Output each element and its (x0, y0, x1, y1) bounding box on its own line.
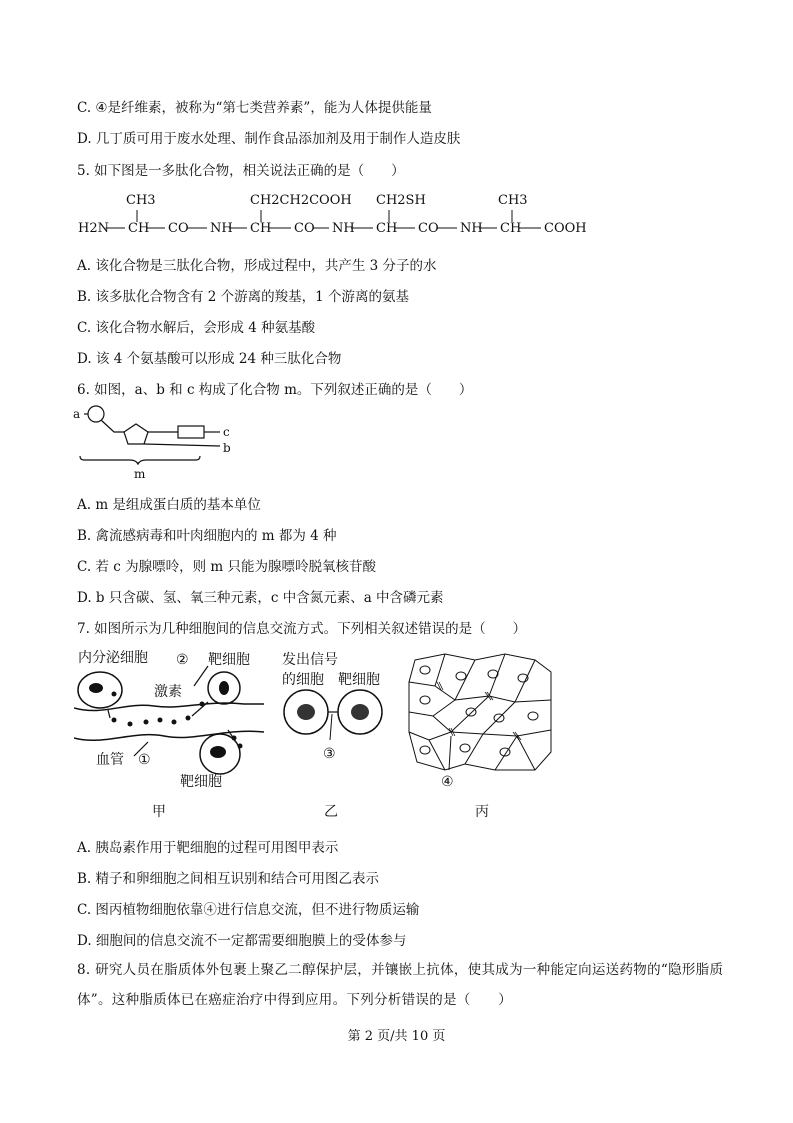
side-chain-2: CH2CH2COOH (250, 193, 352, 208)
vessel-label: 血管 (96, 752, 124, 768)
option-a-q5: A. 该化合物是三肽化合物，形成过程中，共产生 3 分子的水 (77, 258, 437, 274)
option-a-q7: A. 胰岛素作用于靶细胞的过程可用图甲表示 (77, 840, 339, 856)
option-c-q7: C. 图丙植物细胞依靠④进行信息交流，但不进行物质运输 (77, 902, 420, 918)
chain-group-11: COOH (544, 221, 587, 236)
side-chain-4: CH3 (498, 193, 528, 208)
marker-3: ③ (323, 746, 336, 762)
option-c-q6: C. 若 c 为腺嘌呤，则 m 只能为腺嘌呤脱氧核苷酸 (77, 559, 376, 575)
label-b: b (223, 441, 231, 455)
chain-group-6: NH (332, 221, 355, 236)
figure-bing (405, 652, 555, 822)
sender-cell-label-2: 的细胞 (282, 672, 324, 688)
label-c: c (223, 425, 230, 439)
option-c-q4: C. ④是纤维素，被称为“第七类营养素”，能为人体提供能量 (77, 100, 432, 116)
side-chain-3: CH2SH (376, 193, 426, 208)
endocrine-cell-label: 内分泌细胞 (78, 650, 148, 666)
figure-jia (74, 646, 264, 821)
chain-group-4: CH (250, 221, 272, 236)
option-d-q6: D. b 只含碳、氢、氧三种元素，c 中含氮元素、a 中含磷元素 (77, 590, 444, 606)
option-d-q4: D. 几丁质可用于废水处理、制作食品添加剂及用于制作人造皮肤 (77, 131, 461, 147)
label-m: m (134, 467, 146, 481)
target-cell-bottom-label: 靶细胞 (180, 774, 222, 790)
option-b-q5: B. 该多肽化合物含有 2 个游离的羧基，1 个游离的氨基 (77, 289, 410, 305)
chain-group-8: CO (418, 221, 439, 236)
label-a: a (73, 407, 81, 421)
question-6: 6. 如图，a、b 和 c 构成了化合物 m。下列叙述正确的是（ ） (77, 382, 473, 398)
question-8: 8. 研究人员在脂质体外包裹上聚乙二醇保护层，并镶嵌上抗体，使其成为一种能定向运送药物的“隐形脂质体”。这种脂质体已在癌症治疗中得到应用。下列分析错误的是（ ） (77, 962, 724, 1008)
option-c-q5: C. 该化合物水解后，会形成 4 种氨基酸 (77, 320, 316, 336)
marker-4: ④ (441, 774, 454, 790)
figure-yi (280, 650, 395, 822)
chain-group-3: NH (210, 221, 233, 236)
option-a-q6: A. m 是组成蛋白质的基本单位 (77, 497, 261, 513)
peptide-structure-figure (70, 186, 630, 246)
chain-group-10: CH (500, 221, 522, 236)
option-b-q6: B. 禽流感病毒和叶肉细胞内的 m 都为 4 种 (77, 528, 337, 544)
page-footer: 第 2 页/共 10 页 (347, 1029, 446, 1044)
hormone-label: 激素 (154, 684, 182, 700)
option-d-q5: D. 该 4 个氨基酸可以形成 24 种三肽化合物 (77, 351, 342, 367)
chain-group-5: CO (294, 221, 315, 236)
option-d-q7: D. 细胞间的信息交流不一定都需要细胞膜上的受体参与 (77, 933, 407, 949)
marker-2: ② (176, 652, 189, 668)
option-b-q7: B. 精子和卵细胞之间相互识别和结合可用图乙表示 (77, 871, 380, 887)
chain-group-7: CH (376, 221, 398, 236)
nucleotide-figure (70, 402, 250, 484)
side-chain-1: CH3 (126, 193, 156, 208)
chain-group-2: CO (168, 221, 189, 236)
chain-group-1: CH (128, 221, 150, 236)
caption-yi: 乙 (324, 804, 338, 820)
chain-group-9: NH (460, 221, 483, 236)
caption-bing: 丙 (475, 804, 489, 820)
question-7: 7. 如图所示为几种细胞间的信息交流方式。下列相关叙述错误的是（ ） (77, 621, 527, 637)
target-cell-top-label: 靶细胞 (208, 652, 250, 668)
question-5: 5. 如下图是一多肽化合物，相关说法正确的是（ ） (77, 163, 405, 179)
chain-group-0: H2N (78, 221, 109, 236)
sender-cell-label-1: 发出信号 (282, 652, 338, 668)
marker-1: ① (138, 752, 151, 768)
main-chain (78, 221, 587, 236)
caption-jia: 甲 (152, 804, 166, 820)
target-cell-label: 靶细胞 (338, 672, 380, 688)
